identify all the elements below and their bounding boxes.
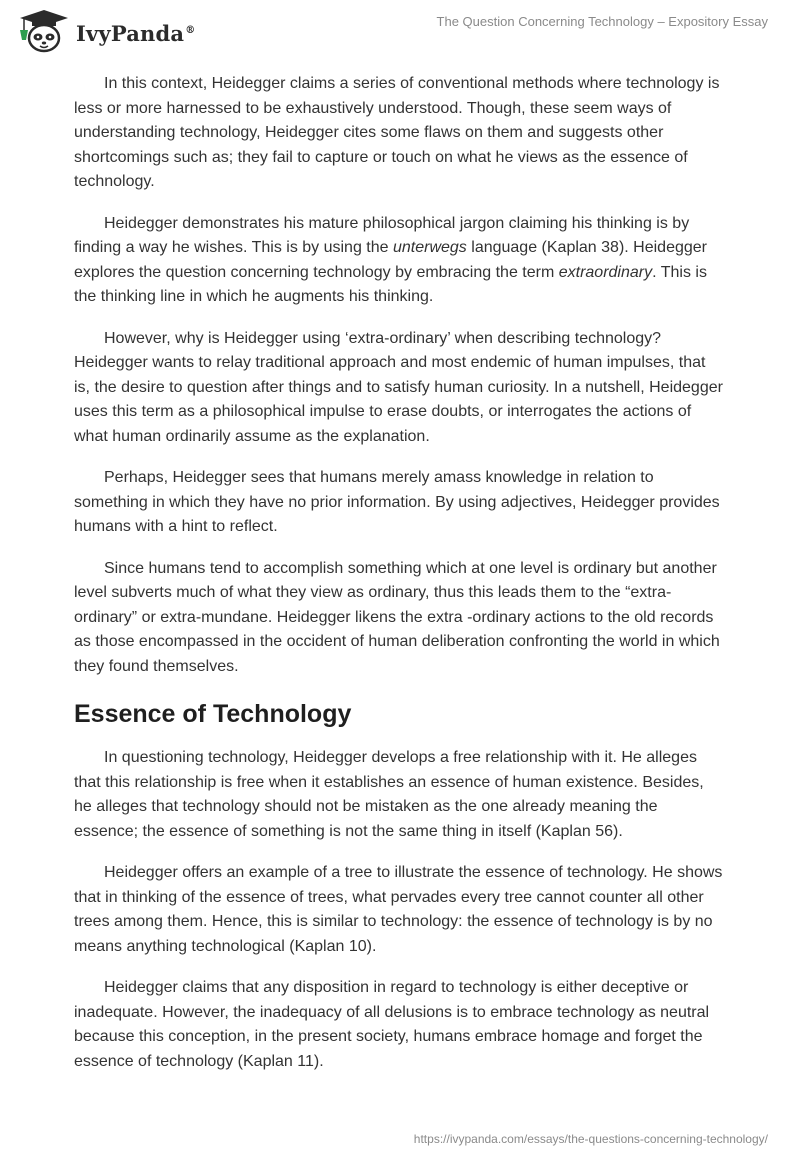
paragraph: However, why is Heidegger using ‘extra-ordinary’ when describing technology? Heidegger wants to relay traditional approach and most endemic of human impulses, that is, the desire to question after things and to satisfy human curiosity. In a nutshell, Heidegger uses this term as a philosophical impulse to erase doubts, or interrogates the actions of what human ordinarily assume as the explanation.	[74, 329, 723, 445]
paragraph: In this context, Heidegger claims a series of conventional methods where technology is less or more harnessed to be exhaustively understood. Though, these seem ways of understanding technology, Heidegger cites some flaws on them and suggests other shortcomings such as; they fail to capture or touch on what he views as the essence of technology.	[74, 75, 720, 190]
paragraph: Since humans tend to accomplish something which at one level is ordinary but another level subverts much of what they view as ordinary, thus this leads them to the “extra-ordinary” or extra-mundane. Heidegger likens the extra -ordinary actions to the old records as those encompassed in the occident of human deliberation confronting the world in which they found themselves.	[74, 559, 720, 675]
registered-mark: ®	[185, 24, 196, 36]
brand-logo[interactable]	[14, 8, 195, 54]
paragraph: Heidegger demonstrates his mature philosophical jargon claiming his thinking is by finding a way he wishes. This is by using the unterwegs language (Kaplan 38). Heidegger explores the question concerning technology by embracing the term extraordinary. This is the thinking line in which he augments his thinking.	[74, 214, 707, 305]
brand-name: IvyPanda®	[76, 20, 196, 46]
page-header	[0, 0, 800, 62]
essay-content	[74, 72, 724, 1091]
section-heading: Essence of Technology	[74, 700, 352, 728]
panda-graduate-icon	[14, 8, 70, 54]
document-title: The Question Concerning Technology – Expository Essay	[436, 14, 768, 29]
paragraph: Perhaps, Heidegger sees that humans merely amass knowledge in relation to something in which they have no prior information. By using adjectives, Heidegger provides humans with a hint to reflect.	[74, 469, 720, 535]
paragraph: Heidegger claims that any disposition in regard to technology is either deceptive or inadequate. However, the inadequacy of all delusions is to embrace technology as neutral because this conception, in the present society, humans embrace homage and forget the essence of technology (Kaplan 11).	[74, 979, 710, 1070]
emphasis-term: extraordinary	[558, 263, 653, 281]
paragraph: Heidegger offers an example of a tree to illustrate the essence of technology. He shows that in thinking of the essence of trees, what pervades every tree cannot counter all other trees among them. Hence, this is similar to technology: the essence of technology is by no means anything technological (Kaplan 10).	[74, 864, 723, 955]
emphasis-term: unterwegs	[392, 239, 467, 256]
paragraph: In questioning technology, Heidegger develops a free relationship with it. He alleges that this relationship is free when it establishes an essence of human existence. Besides, he alleges that technology should not be mistaken as the one already meaning the essence; the essence of something is not the same thing in itself (Kaplan 56).	[74, 749, 704, 840]
source-url[interactable]: https://ivypanda.com/essays/the-questions-concerning-technology/	[413, 1132, 768, 1146]
